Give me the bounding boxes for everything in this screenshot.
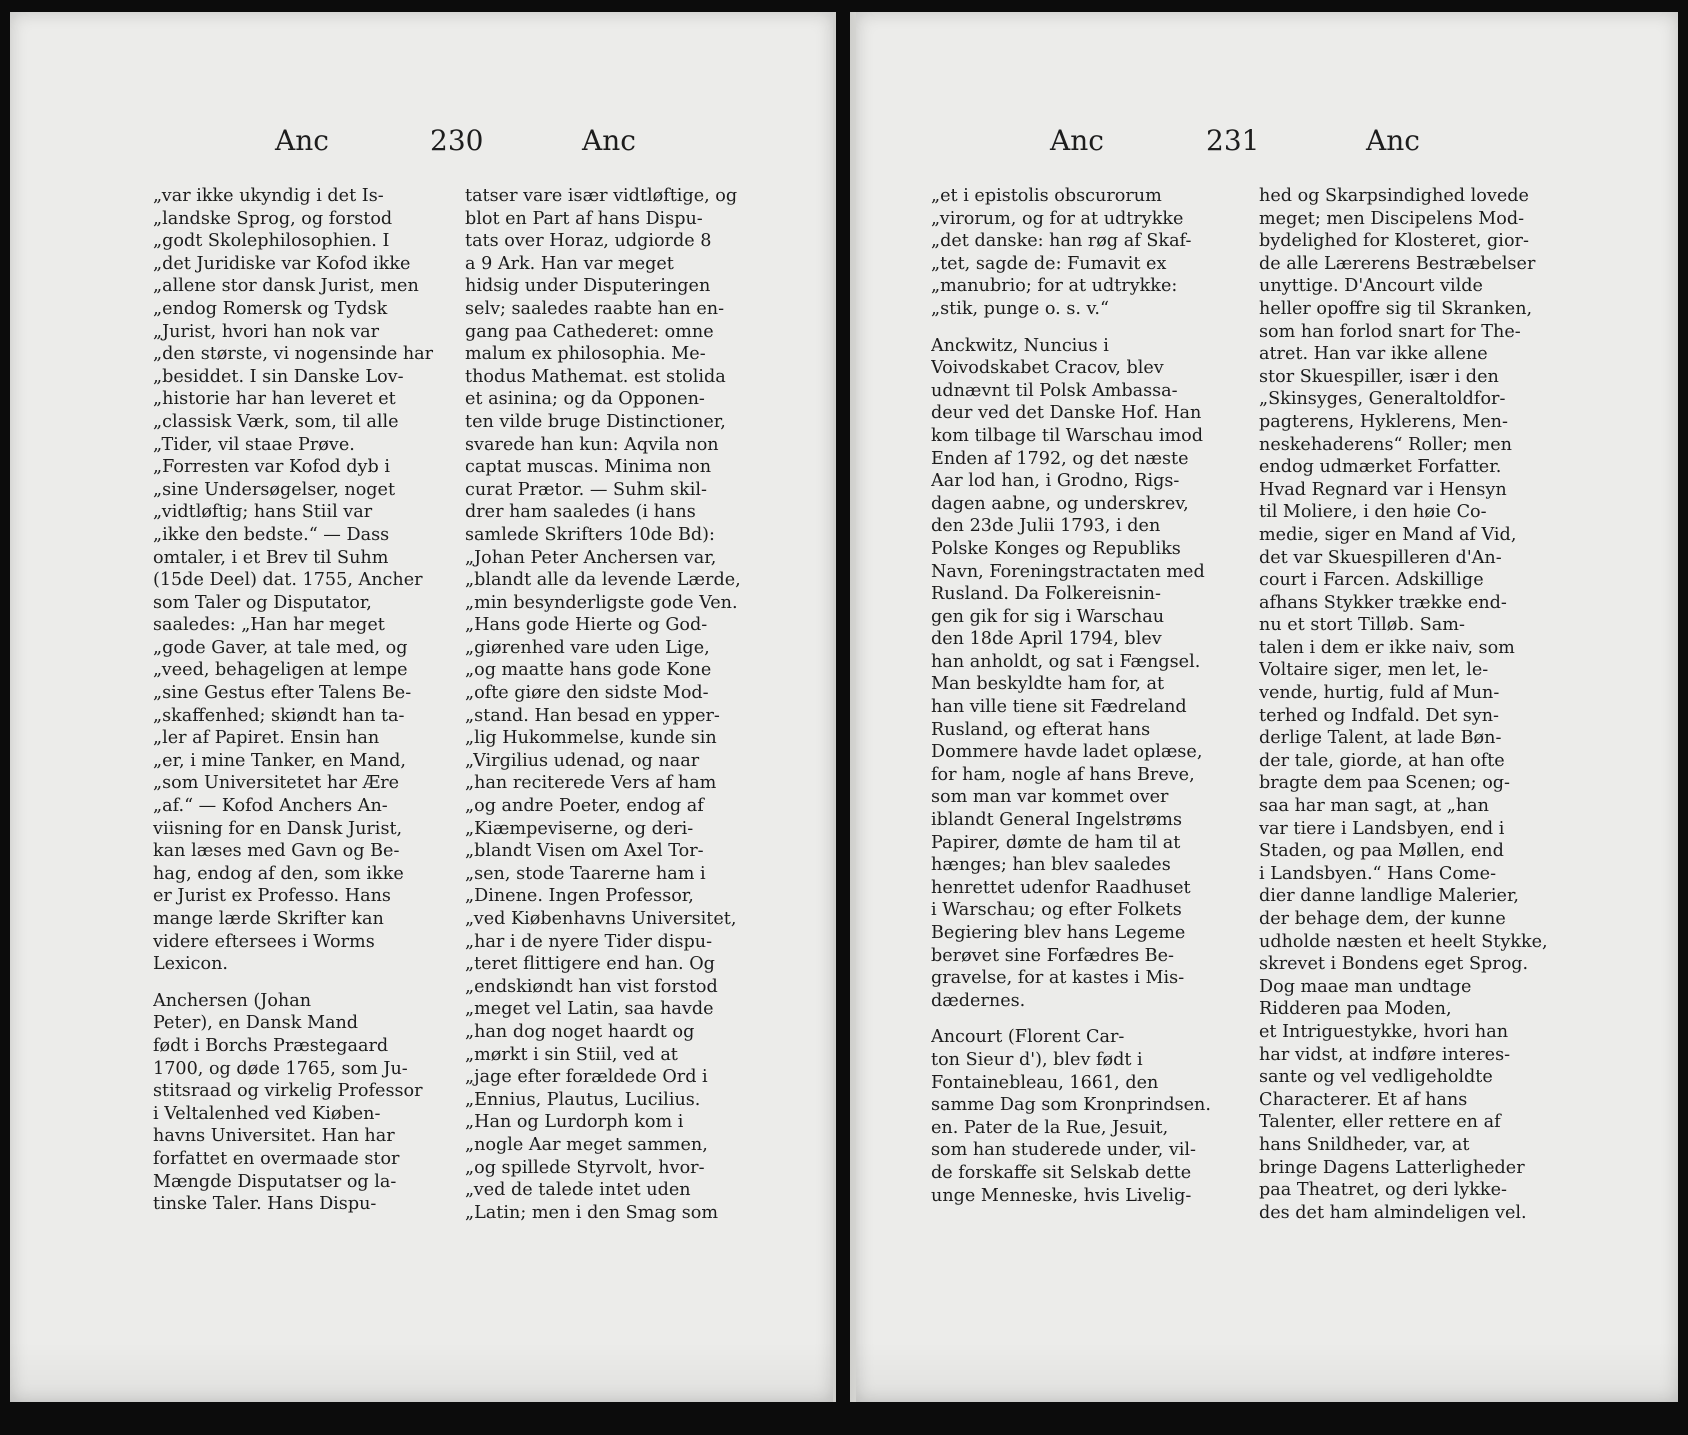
text-line: berøvet sine Forfædres Be- <box>931 945 1174 966</box>
text-line: „som Universitetet har Ære <box>153 773 400 794</box>
text-line: a 9 Ark. Han var meget <box>465 253 674 274</box>
text-line: „teret flittigere end han. Og <box>465 954 715 975</box>
text-line: „det Juridiske var Kofod ikke <box>153 253 411 274</box>
text-line: tatser vare især vidtløftige, og <box>465 186 738 206</box>
right-page <box>856 12 1678 1402</box>
text-line: der behage dem, der kunne <box>1259 909 1506 929</box>
text-line: henrettet udenfor Raadhuset <box>931 877 1191 898</box>
text-line: „jage efter forældede Ord i <box>465 1067 708 1088</box>
paragraph-gap <box>931 1012 1249 1026</box>
text-line: saa har man sagt, at „han <box>1259 796 1489 817</box>
text-line: curat Prætor. — Suhm skil- <box>465 479 707 500</box>
text-line: „Skinsyges, Generaltoldfor- <box>1259 389 1506 410</box>
text-line: „Johan Peter Anchersen var, <box>465 547 717 568</box>
text-line: „blandt alle da levende Lærde, <box>465 570 741 591</box>
text-line: „han reciterede Vers af ham <box>465 773 717 794</box>
text-line: „mørkt i sin Stiil, ved at <box>465 1044 678 1065</box>
text-line: „allene stor dansk Jurist, men <box>153 276 419 297</box>
text-line: hag, endog af den, som ikke <box>153 863 404 884</box>
text-line: hidsig under Disputeringen <box>465 276 711 297</box>
text-line: „classisk Værk, som, til alle <box>153 411 399 432</box>
text-line: Lexicon. <box>153 954 229 975</box>
text-line: „ikke den bedste.“ — Dass <box>153 524 390 545</box>
text-line: dagen aabne, og underskrev, <box>931 493 1189 514</box>
text-line: gen gik for sig i Warschau <box>931 606 1165 627</box>
text-line: „giørenhed vare uden Lige, <box>465 637 710 658</box>
text-line: for ham, nogle af hans Breve, <box>931 764 1195 785</box>
text-line: „historie har han leveret et <box>153 389 396 410</box>
text-line: det var Skuespilleren d'An- <box>1259 547 1502 568</box>
text-line: „Hans gode Hierte og God- <box>465 615 708 636</box>
text-line: (15de Deel) dat. 1755, Ancher <box>153 570 423 591</box>
text-line: en. Pater de la Rue, Jesuit, <box>931 1117 1169 1138</box>
text-line: „Latin; men i den Smag som <box>465 1202 719 1223</box>
text-line: udholde næsten et heelt Stykke, <box>1259 931 1548 952</box>
right-page-column-2 <box>1259 185 1579 1224</box>
text-line: „vidtløftig; hans Stiil var <box>153 502 373 523</box>
text-line: Papirer, dømte de ham til at <box>931 832 1181 853</box>
text-line: Aar lod han, i Grodno, Rigs- <box>931 471 1180 492</box>
text-line: Hvad Regnard var i Hensyn <box>1259 479 1507 500</box>
text-line: dier danne landlige Malerier, <box>1259 886 1520 907</box>
text-line: „min besynderligste gode Ven. <box>465 592 738 613</box>
left-header-keyword-left: Anc <box>275 124 329 157</box>
page-shadow <box>856 1342 1678 1402</box>
text-line: drer ham saaledes (i hans <box>465 502 696 523</box>
text-line: „landske Sprog, og forstod <box>153 208 393 229</box>
text-line: sante og vel vedligeholdte <box>1259 1067 1493 1088</box>
text-line: de alle Lærerens Bestræbelser <box>1259 253 1536 274</box>
text-line: gravelse, for at kastes i Mis- <box>931 968 1185 989</box>
text-line: „ved Kiøbenhavns Universitet, <box>465 909 737 929</box>
right-header-keyword-right: Anc <box>1366 124 1420 157</box>
text-line: „skaffenhed; skiøndt han ta- <box>153 705 405 726</box>
text-line: Dog maae man undtage <box>1259 976 1472 997</box>
right-page-column-1 <box>931 185 1249 1207</box>
text-line: mange lærde Skrifter kan <box>153 909 384 929</box>
text-line: udnævnt til Polsk Ambassa- <box>931 380 1178 401</box>
text-line: „Dinene. Ingen Professor, <box>465 886 694 907</box>
text-line: „et i epistolis obscurorum <box>931 186 1162 206</box>
left-page-column-2 <box>465 185 771 1224</box>
text-line: samlede Skrifters 10de Bd): <box>465 524 715 545</box>
text-line: „godt Skolephilosophien. I <box>153 231 390 252</box>
text-line: Man beskyldte ham for, at <box>931 674 1165 695</box>
text-line: har vidst, at indføre interes- <box>1259 1044 1511 1065</box>
text-line: „endog Romersk og Tydsk <box>153 298 388 319</box>
text-line: „og maatte hans gode Kone <box>465 660 712 681</box>
text-line: selv; saaledes raabte han en- <box>465 298 725 319</box>
text-line: „han dog noget haardt og <box>465 1021 695 1042</box>
text-line: talen i dem er ikke naiv, som <box>1259 637 1515 658</box>
text-line: Ancourt (Florent Car- <box>931 1027 1125 1048</box>
text-line: „og andre Poeter, endog af <box>465 796 704 817</box>
left-header-keyword-right: Anc <box>582 124 636 157</box>
text-line: hed og Skarpsindighed lovede <box>1259 186 1529 206</box>
text-line: samme Dag som Kronprindsen. <box>931 1095 1211 1116</box>
text-line: viisning for en Dansk Jurist, <box>153 818 403 839</box>
text-line: Rusland. Da Folkereisnin- <box>931 584 1161 605</box>
text-line: stor Skuespiller, især i den <box>1259 366 1499 387</box>
text-line: skrevet i Bondens eget Sprog. <box>1259 954 1529 975</box>
text-line: „virorum, og for at udtrykke <box>931 208 1184 229</box>
text-line: endog udmærket Forfatter. <box>1259 457 1502 478</box>
text-line: Staden, og paa Møllen, end <box>1259 841 1504 862</box>
paragraph-gap <box>153 976 453 990</box>
text-line: som man var kommet over <box>931 787 1169 808</box>
text-line: bydelighed for Klosteret, gior- <box>1259 231 1529 252</box>
text-line: Talenter, eller rettere en af <box>1259 1112 1501 1133</box>
text-line: malum ex philosophia. Me- <box>465 344 706 365</box>
right-header-keyword-left: Anc <box>1050 124 1104 157</box>
text-line: videre eftersees i Worms <box>153 931 375 952</box>
text-line: atret. Han var ikke allene <box>1259 344 1488 365</box>
text-line: bragte dem paa Scenen; og- <box>1259 773 1510 794</box>
text-line: i Veltalenhed ved Kiøben- <box>153 1103 381 1124</box>
text-line: Polske Konges og Republiks <box>931 538 1181 559</box>
text-line: Dommere havde ladet oplæse, <box>931 742 1203 763</box>
text-line: forfattet en overmaade stor <box>153 1148 400 1169</box>
text-line: „det danske: han røg af Skaf- <box>931 231 1192 252</box>
text-line: „lig Hukommelse, kunde sin <box>465 728 717 749</box>
text-line: Anchersen (Johan <box>153 990 312 1011</box>
text-line: svarede han kun: Aqvila non <box>465 434 719 455</box>
text-line: var tiere i Landsbyen, end i <box>1259 818 1505 839</box>
text-line: der tale, giorde, at han ofte <box>1259 750 1505 771</box>
right-page-header <box>856 124 1678 174</box>
text-line: „Virgilius udenad, og naar <box>465 750 700 771</box>
text-line: „Kiæmpeviserne, og deri- <box>465 818 694 839</box>
text-line: gang paa Cathederet: omne <box>465 321 714 342</box>
text-line: captat muscas. Minima non <box>465 457 712 478</box>
text-line: som Taler og Disputator, <box>153 592 372 613</box>
text-line: neskehaderens“ Roller; men <box>1259 434 1512 455</box>
text-line: paa Theatret, og deri lykke- <box>1259 1180 1507 1201</box>
text-line: Rusland, og efterat hans <box>931 719 1151 740</box>
text-line: han anholdt, og sat i Fængsel. <box>931 651 1201 672</box>
text-line: tats over Horaz, udgiorde 8 <box>465 231 712 252</box>
left-page-header <box>10 124 833 174</box>
text-line: „nogle Aar meget sammen, <box>465 1134 708 1155</box>
text-line: deur ved det Danske Hof. Han <box>931 403 1202 424</box>
text-line: „manubrio; for at udtrykke: <box>931 276 1178 297</box>
text-line: „Ennius, Plautus, Lucilius. <box>465 1089 701 1110</box>
text-line: et Intriguestykke, hvori han <box>1259 1021 1509 1042</box>
text-line: „stand. Han besad en ypper- <box>465 705 720 726</box>
text-line: havns Universitet. Han har <box>153 1126 395 1147</box>
text-line: som han forlod snart for The- <box>1259 321 1521 342</box>
text-line: i Warschau; og efter Folkets <box>931 900 1182 921</box>
text-line: „endskiøndt han vist forstod <box>465 976 718 997</box>
left-page-number: 230 <box>430 124 484 157</box>
text-line: „ofte giøre den sidste Mod- <box>465 683 709 704</box>
text-line: bringe Dagens Latterligheder <box>1259 1157 1525 1178</box>
text-line: den 23de Julii 1793, i den <box>931 516 1161 537</box>
text-line: er Jurist ex Professo. Hans <box>153 886 391 907</box>
text-line: iblandt General Ingelstrøms <box>931 810 1182 831</box>
text-line: „tet, sagde de: Fumavit ex <box>931 253 1167 274</box>
text-line: „stik, punge o. s. v.“ <box>931 298 1109 319</box>
left-page-column-1 <box>153 185 453 1216</box>
text-line: „af.“ — Kofod Anchers An- <box>153 796 388 817</box>
page-shadow <box>10 1342 833 1402</box>
text-line: „meget vel Latin, saa havde <box>465 999 714 1020</box>
text-line: Peter), en Dansk Mand <box>153 1013 359 1034</box>
text-line: terhed og Indfald. Det syn- <box>1259 705 1499 726</box>
text-line: „var ikke ukyndig i det Is- <box>153 186 384 206</box>
text-line: „gode Gaver, at tale med, og <box>153 637 408 658</box>
text-line: „har i de nyere Tider dispu- <box>465 931 713 952</box>
text-line: den 18de April 1794, blev <box>931 629 1162 650</box>
text-line: Voltaire siger, men let, le- <box>1259 660 1489 681</box>
text-line: Navn, Foreningstractaten med <box>931 561 1205 582</box>
text-line: „Forresten var Kofod dyb i <box>153 457 390 478</box>
text-line: „den største, vi nogensinde har <box>153 344 434 365</box>
text-line: pagterens, Hyklerens, Men- <box>1259 411 1508 432</box>
text-line: court i Farcen. Adskillige <box>1259 570 1484 591</box>
text-line: „og spillede Styrvolt, hvor- <box>465 1157 705 1178</box>
text-line: „blandt Visen om Axel Tor- <box>465 841 704 862</box>
text-line: thodus Mathemat. est stolida <box>465 366 726 387</box>
text-line: hænges; han blev saaledes <box>931 855 1171 876</box>
text-line: Ridderen paa Moden, <box>1259 999 1452 1020</box>
text-line: „sine Gestus efter Talens Be- <box>153 683 412 704</box>
left-page <box>10 12 833 1402</box>
text-line: nu et stort Tilløb. Sam- <box>1259 615 1465 636</box>
text-line: „veed, behageligen at lempe <box>153 660 408 681</box>
text-line: hans Snildheder, var, at <box>1259 1134 1470 1155</box>
paragraph-gap <box>931 321 1249 335</box>
text-line: „Jurist, hvori han nok var <box>153 321 380 342</box>
text-line: kom tilbage til Warschau imod <box>931 425 1204 446</box>
text-line: Anckwitz, Nuncius i <box>931 335 1109 356</box>
text-line: tinske Taler. Hans Dispu- <box>153 1194 377 1215</box>
text-line: de forskaffe sit Selskab dette <box>931 1162 1192 1183</box>
text-line: omtaler, i et Brev til Suhm <box>153 547 389 568</box>
text-line: stitsraad og virkelig Professor <box>153 1081 423 1102</box>
text-line: i Landsbyen.“ Hans Come- <box>1259 863 1497 884</box>
text-line: „sine Undersøgelser, noget <box>153 479 396 500</box>
text-line: Characterer. Et af hans <box>1259 1089 1468 1110</box>
text-line: des det ham almindeligen vel. <box>1259 1202 1527 1223</box>
text-line: Enden af 1792, og det næste <box>931 448 1189 469</box>
text-line: „ved de talede intet uden <box>465 1180 691 1201</box>
text-line: „Tider, vil staae Prøve. <box>153 434 355 455</box>
text-line: ton Sieur d'), blev født i <box>931 1049 1143 1070</box>
text-line: som han studerede under, vil- <box>931 1140 1196 1161</box>
text-line: han ville tiene sit Fædreland <box>931 697 1187 718</box>
text-line: meget; men Discipelens Mod- <box>1259 208 1525 229</box>
text-line: født i Borchs Præstegaard <box>153 1035 389 1056</box>
text-line: unge Menneske, hvis Livelig- <box>931 1185 1192 1206</box>
text-line: til Moliere, i den høie Co- <box>1259 502 1487 523</box>
text-line: Begiering blev hans Legeme <box>931 923 1186 943</box>
right-page-number: 231 <box>1206 124 1260 157</box>
text-line: saaledes: „Han har meget <box>153 615 385 636</box>
text-line: afhans Stykker trække end- <box>1259 592 1507 613</box>
text-line: heller opoffre sig til Skranken, <box>1259 298 1533 319</box>
text-line: medie, siger en Mand af Vid, <box>1259 524 1517 545</box>
text-line: „sen, stode Taarerne ham i <box>465 863 706 884</box>
text-line: et asinina; og da Opponen- <box>465 389 705 410</box>
text-line: Voivodskabet Cracov, blev <box>931 358 1164 379</box>
text-line: dædernes. <box>931 990 1026 1011</box>
text-line: blot en Part af hans Dispu- <box>465 208 703 229</box>
text-line: derlige Talent, at lade Bøn- <box>1259 728 1502 749</box>
text-line: „Han og Lurdorph kom i <box>465 1112 684 1133</box>
text-line: „er, i mine Tanker, en Mand, <box>153 750 407 771</box>
text-line: ten vilde bruge Distinctioner, <box>465 411 726 432</box>
text-line: „besiddet. I sin Danske Lov- <box>153 366 404 387</box>
text-line: unyttige. D'Ancourt vilde <box>1259 276 1483 297</box>
text-line: vende, hurtig, fuld af Mun- <box>1259 683 1500 704</box>
text-line: kan læses med Gavn og Be- <box>153 841 400 862</box>
text-line: Mængde Disputatser og la- <box>153 1171 397 1192</box>
text-line: „ler af Papiret. Ensin han <box>153 728 380 749</box>
text-line: Fontainebleau, 1661, den <box>931 1072 1159 1093</box>
text-line: 1700, og døde 1765, som Ju- <box>153 1058 408 1079</box>
